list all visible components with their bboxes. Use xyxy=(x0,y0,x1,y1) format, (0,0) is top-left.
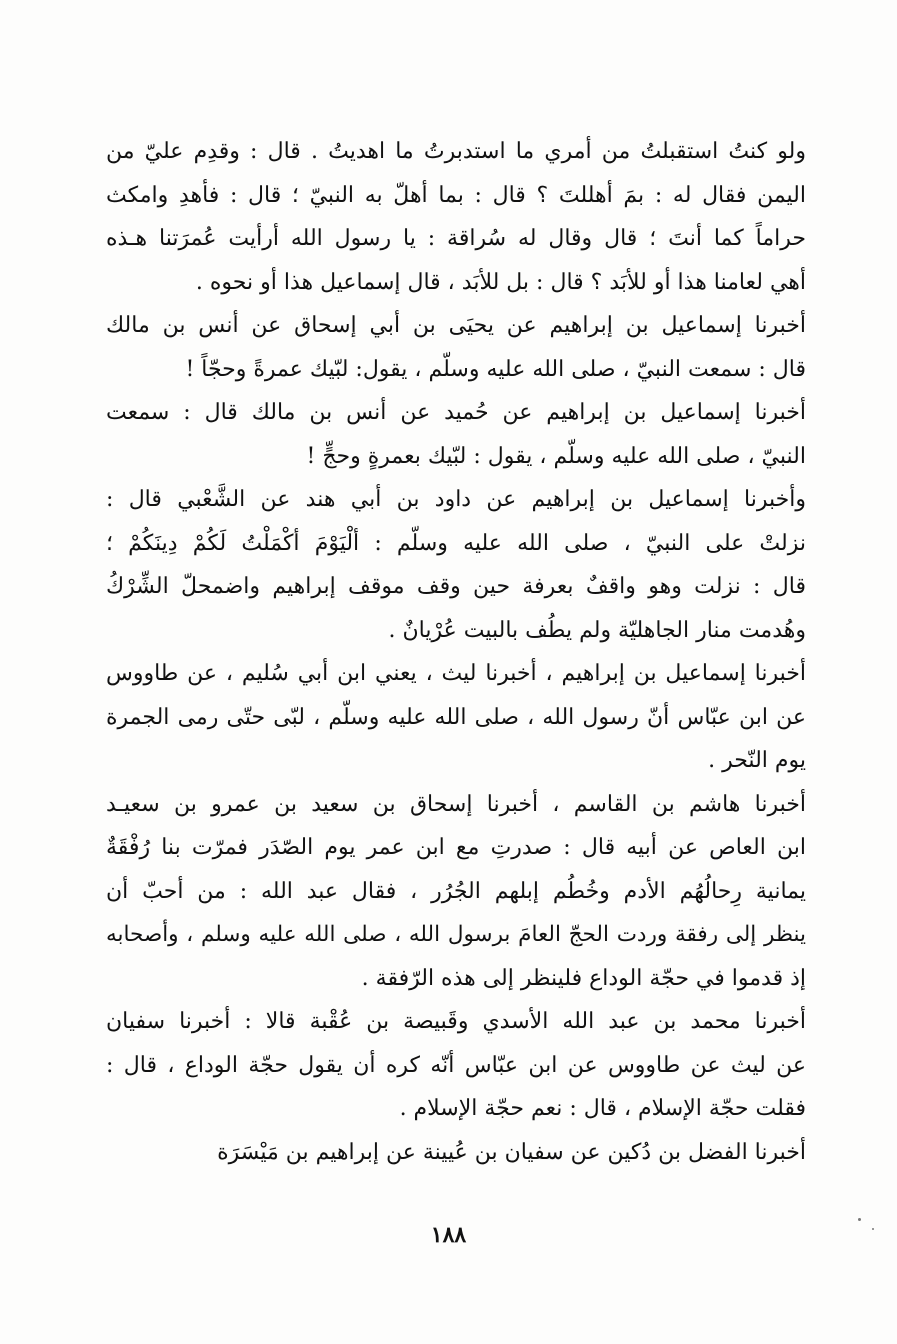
text-line: وهُدمت منار الجاهليّة ولم يطُف بالبيت عُرْيانٌ . xyxy=(388,617,806,643)
text-line: ينظر إلى رفقة وردت الحجّ العامَ برسول الله ، صلى الله عليه وسلم ، وأصحابه xyxy=(106,922,806,947)
text-line: اليمن فقال له : بمَ أهللتَ ؟ قال : بما أهلّ به النبيّ ؛ قال : فأهدِ وامكث xyxy=(106,182,806,208)
text-line: أخبرنا هاشم بن القاسم ، أخبرنا إسحاق بن سعيد بن عمرو بن سعيـد xyxy=(106,791,806,817)
paragraph xyxy=(106,1000,806,1131)
text-line: أخبرنا محمد بن عبد الله الأسدي وقَبيصة بن عُقْبة قالا : أخبرنا سفيان xyxy=(106,1009,806,1034)
scan-speck xyxy=(858,1218,861,1221)
text-line: أخبرنا إسماعيل بن إبراهيم عن حُميد عن أنس بن مالك قال : سمعت xyxy=(106,400,806,425)
text-line: إذ قدموا في حجّة الوداع فلينظر إلى هذه الرّفقة . xyxy=(361,965,806,991)
text-line: النبيّ ، صلى الله عليه وسلّم ، يقول : لبّيك بعمرةٍ وحجٍّ ! xyxy=(306,443,806,469)
text-line: وأخبرنا إسماعيل بن إبراهيم عن داود بن أبي هند عن الشَّعْبي قال : xyxy=(106,487,806,512)
paragraph xyxy=(106,391,806,478)
text-line: نزلتْ على النبيّ ، صلى الله عليه وسلّم : ألْيَوْمَ أكْمَلْتُ لَكُمْ دِينَكُمْ ؛ xyxy=(106,530,806,556)
text-line: يمانية رِحالُهُم الأدم وخُطُم إبلهم الجُرُر ، فقال عبد الله : من أحبّ أن xyxy=(106,878,806,904)
text-line: أخبرنا إسماعيل بن إبراهيم عن يحيَى بن أبي إسحاق عن أنس بن مالك xyxy=(106,313,806,338)
paragraph xyxy=(106,783,806,1001)
text-line: ولو كنتُ استقبلتُ من أمري ما استدبرتُ ما اهديتُ . قال : وقدِم عليّ من xyxy=(106,139,806,164)
paragraph xyxy=(106,130,806,304)
text-line: أخبرنا الفضل بن دُكين عن سفيان بن عُيينة عن إبراهيم بن مَيْسَرَة xyxy=(217,1139,806,1165)
text-line: قال : نزلت وهو واقفٌ بعرفة حين وقف موقف إبراهيم واضمحلّ الشِّرْكُ xyxy=(106,574,806,599)
text-line: عن ليث عن طاووس عن ابن عبّاس أنّه كره أن يقول حجّة الوداع ، قال : xyxy=(106,1052,806,1078)
text-line: عن ابن عبّاس أنّ رسول الله ، صلى الله عليه وسلّم ، لبّى حتّى رمى الجمرة xyxy=(106,704,806,730)
paragraph xyxy=(106,304,806,391)
text-line: أهي لعامنا هذا أو للأبَد ؟ قال : بل للأبَد ، قال إسماعيل هذا أو نحوه . xyxy=(195,269,806,295)
paragraph xyxy=(106,1131,806,1175)
page-number: ١٨٨ xyxy=(430,1222,467,1248)
text-line: ابن العاص عن أبيه قال : صدرتِ مع ابن عمر يوم الصّدَر فمرّت بنا رُفْقَةٌ xyxy=(106,835,806,860)
text-line: قال : سمعت النبيّ ، صلى الله عليه وسلّم ، يقول: لبّيك عمرةً وحجّاً ! xyxy=(185,356,806,382)
scan-speck xyxy=(872,1228,874,1230)
body-text xyxy=(106,130,806,1174)
paragraph xyxy=(106,652,806,783)
text-line: فقلت حجّة الإسلام ، قال : نعم حجّة الإسلام . xyxy=(399,1096,806,1121)
text-line: حراماً كما أنتَ ؛ قال وقال له سُراقة : يا رسول الله أرأيت عُمرَتنا هـذه xyxy=(106,226,806,251)
paragraph xyxy=(106,478,806,652)
text-line: يوم النّحر . xyxy=(708,748,806,773)
text-line: أخبرنا إسماعيل بن إبراهيم ، أخبرنا ليث ، يعني ابن أبي سُليم ، عن طاووس xyxy=(106,661,806,686)
